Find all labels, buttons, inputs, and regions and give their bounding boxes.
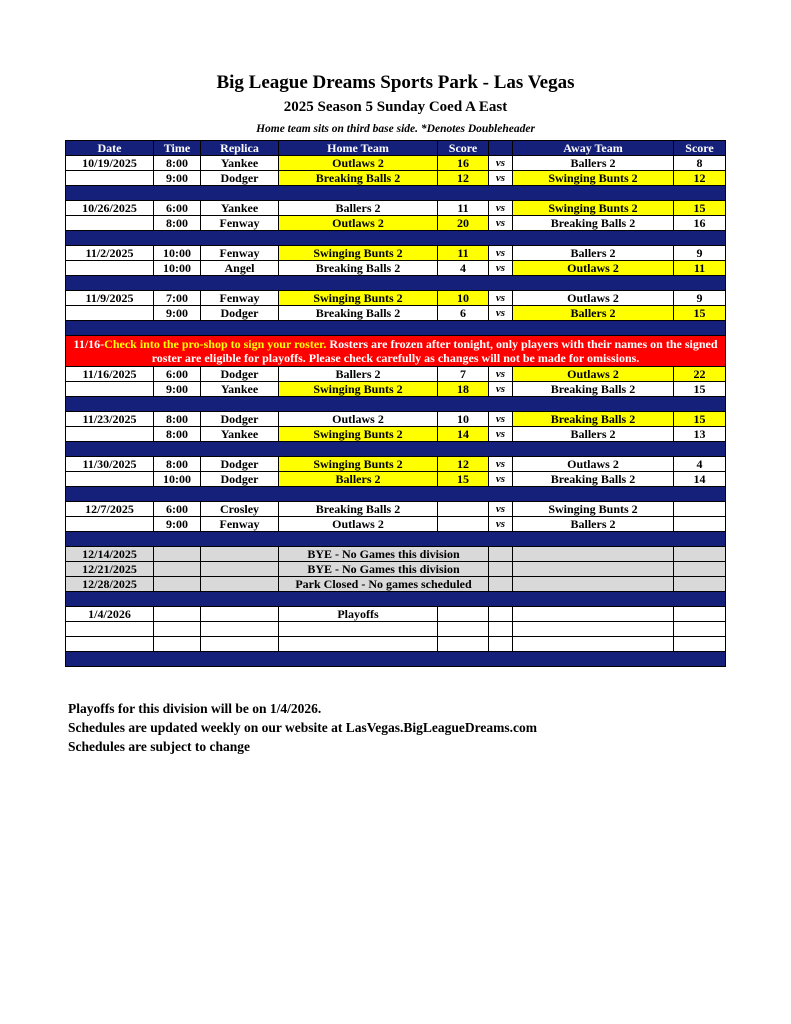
vs-cell <box>489 622 513 637</box>
time-cell: 9:00 <box>154 306 201 321</box>
separator-row <box>66 321 726 336</box>
away-score-cell: 11 <box>674 261 726 276</box>
away-team-cell: Breaking Balls 2 <box>513 216 674 231</box>
game-row <box>66 517 726 532</box>
vs-cell <box>489 547 513 562</box>
page-subtitle: 2025 Season 5 Sunday Coed A East <box>283 99 508 115</box>
home-team-cell <box>279 637 438 652</box>
home-score-cell <box>438 607 489 622</box>
home-score-cell: 16 <box>438 156 489 171</box>
away-team-cell <box>513 562 674 577</box>
header-note: Home team sits on third base side. *Denotes Doubleheader <box>256 123 535 135</box>
away-team-cell: Breaking Balls 2 <box>513 472 674 487</box>
vs-cell: vs <box>489 427 513 442</box>
date-cell <box>66 306 154 321</box>
vs-cell: vs <box>489 412 513 427</box>
status-cell: Park Closed - No games scheduled <box>279 577 489 592</box>
time-cell: 8:00 <box>154 457 201 472</box>
home-score-cell: 14 <box>438 427 489 442</box>
time-cell <box>154 562 201 577</box>
time-cell: 6:00 <box>154 201 201 216</box>
vs-cell: vs <box>489 156 513 171</box>
home-score-cell: 11 <box>438 201 489 216</box>
vs-cell: vs <box>489 457 513 472</box>
separator-cell <box>66 231 726 246</box>
home-score-cell <box>438 502 489 517</box>
date-cell: 11/9/2025 <box>66 291 154 306</box>
separator-cell <box>66 652 726 667</box>
home-score-cell: 15 <box>438 472 489 487</box>
home-team-cell: Outlaws 2 <box>279 412 438 427</box>
separator-row <box>66 276 726 291</box>
col-away-team: Away Team <box>513 141 674 156</box>
date-cell <box>66 622 154 637</box>
time-cell: 8:00 <box>154 216 201 231</box>
notice-date: 11/16- <box>73 337 105 351</box>
separator-row <box>66 397 726 412</box>
status-cell: BYE - No Games this division <box>279 562 489 577</box>
replica-cell <box>201 607 279 622</box>
home-team-cell: Breaking Balls 2 <box>279 306 438 321</box>
time-cell <box>154 577 201 592</box>
date-cell <box>66 472 154 487</box>
away-score-cell: 15 <box>674 201 726 216</box>
vs-cell: vs <box>489 246 513 261</box>
home-team-cell: Swinging Bunts 2 <box>279 291 438 306</box>
away-score-cell: 14 <box>674 472 726 487</box>
away-score-cell <box>674 547 726 562</box>
date-cell <box>66 517 154 532</box>
separator-cell <box>66 321 726 336</box>
date-cell: 12/7/2025 <box>66 502 154 517</box>
home-score-cell <box>438 622 489 637</box>
away-team-cell: Breaking Balls 2 <box>513 412 674 427</box>
away-score-cell: 22 <box>674 367 726 382</box>
replica-cell <box>201 547 279 562</box>
away-score-cell: 16 <box>674 216 726 231</box>
away-score-cell <box>674 502 726 517</box>
separator-row <box>66 231 726 246</box>
separator-row <box>66 652 726 667</box>
separator-row <box>66 442 726 457</box>
roster-notice-row <box>66 336 726 367</box>
no-game-row <box>66 547 726 562</box>
notice-text: Rosters are frozen after tonight, only players with their names on the signed roster are eligible for playoffs. Please check carefully as changes will not be made for omissions. <box>151 337 718 365</box>
replica-cell: Yankee <box>201 427 279 442</box>
time-cell: 10:00 <box>154 246 201 261</box>
col-vs <box>489 141 513 156</box>
col-home-team: Home Team <box>279 141 438 156</box>
page-title: Big League Dreams Sports Park - Las Vegas <box>216 72 575 93</box>
game-row <box>66 607 726 622</box>
date-cell: 1/4/2026 <box>66 607 154 622</box>
separator-cell <box>66 442 726 457</box>
separator-cell <box>66 487 726 502</box>
table-header-row <box>66 141 726 156</box>
away-score-cell: 15 <box>674 382 726 397</box>
game-row <box>66 637 726 652</box>
no-game-row <box>66 562 726 577</box>
replica-cell: Dodger <box>201 457 279 472</box>
game-row <box>66 246 726 261</box>
game-row <box>66 216 726 231</box>
vs-cell: vs <box>489 261 513 276</box>
away-team-cell <box>513 622 674 637</box>
date-cell: 12/28/2025 <box>66 577 154 592</box>
home-team-cell: Outlaws 2 <box>279 156 438 171</box>
vs-cell: vs <box>489 171 513 186</box>
no-game-row <box>66 577 726 592</box>
separator-cell <box>66 186 726 201</box>
home-team-cell: Swinging Bunts 2 <box>279 427 438 442</box>
vs-cell <box>489 562 513 577</box>
away-score-cell <box>674 577 726 592</box>
vs-cell: vs <box>489 306 513 321</box>
game-row <box>66 622 726 637</box>
game-row <box>66 306 726 321</box>
time-cell: 6:00 <box>154 367 201 382</box>
away-score-cell <box>674 517 726 532</box>
away-score-cell: 9 <box>674 291 726 306</box>
home-score-cell: 12 <box>438 457 489 472</box>
replica-cell <box>201 622 279 637</box>
time-cell: 6:00 <box>154 502 201 517</box>
vs-cell: vs <box>489 201 513 216</box>
replica-cell: Dodger <box>201 367 279 382</box>
date-cell <box>66 261 154 276</box>
time-cell: 9:00 <box>154 382 201 397</box>
replica-cell: Yankee <box>201 382 279 397</box>
away-score-cell: 15 <box>674 306 726 321</box>
away-score-cell <box>674 607 726 622</box>
away-score-cell: 8 <box>674 156 726 171</box>
notice-highlight: Check into the pro-shop to sign your roster. <box>104 337 327 351</box>
time-cell: 10:00 <box>154 261 201 276</box>
time-cell <box>154 607 201 622</box>
away-score-cell: 9 <box>674 246 726 261</box>
game-row <box>66 502 726 517</box>
game-row <box>66 412 726 427</box>
date-cell: 12/21/2025 <box>66 562 154 577</box>
away-team-cell: Ballers 2 <box>513 427 674 442</box>
home-team-cell: Breaking Balls 2 <box>279 261 438 276</box>
game-row <box>66 156 726 171</box>
vs-cell: vs <box>489 472 513 487</box>
home-team-cell: Swinging Bunts 2 <box>279 382 438 397</box>
replica-cell: Dodger <box>201 472 279 487</box>
vs-cell: vs <box>489 291 513 306</box>
time-cell <box>154 547 201 562</box>
replica-cell: Dodger <box>201 306 279 321</box>
game-row <box>66 367 726 382</box>
home-team-cell: Breaking Balls 2 <box>279 502 438 517</box>
home-team-cell: Ballers 2 <box>279 472 438 487</box>
vs-cell <box>489 577 513 592</box>
replica-cell: Fenway <box>201 517 279 532</box>
away-team-cell <box>513 547 674 562</box>
time-cell: 9:00 <box>154 517 201 532</box>
vs-cell <box>489 637 513 652</box>
footer-change-note: Schedules are subject to change <box>68 739 250 754</box>
replica-cell: Dodger <box>201 412 279 427</box>
date-cell: 11/2/2025 <box>66 246 154 261</box>
away-score-cell <box>674 622 726 637</box>
time-cell: 8:00 <box>154 427 201 442</box>
date-cell <box>66 382 154 397</box>
away-team-cell <box>513 577 674 592</box>
game-row <box>66 427 726 442</box>
date-cell <box>66 637 154 652</box>
replica-cell <box>201 562 279 577</box>
time-cell: 10:00 <box>154 472 201 487</box>
home-score-cell: 20 <box>438 216 489 231</box>
time-cell: 7:00 <box>154 291 201 306</box>
replica-cell: Fenway <box>201 291 279 306</box>
col-date: Date <box>66 141 154 156</box>
replica-cell: Fenway <box>201 246 279 261</box>
game-row <box>66 201 726 216</box>
home-score-cell: 4 <box>438 261 489 276</box>
home-team-cell: Outlaws 2 <box>279 216 438 231</box>
col-replica: Replica <box>201 141 279 156</box>
separator-cell <box>66 592 726 607</box>
replica-cell <box>201 577 279 592</box>
roster-notice <box>66 336 726 367</box>
home-score-cell <box>438 637 489 652</box>
col-away-score: Score <box>674 141 726 156</box>
game-row <box>66 472 726 487</box>
away-team-cell: Swinging Bunts 2 <box>513 171 674 186</box>
date-cell: 11/16/2025 <box>66 367 154 382</box>
home-score-cell: 18 <box>438 382 489 397</box>
game-row <box>66 291 726 306</box>
separator-row <box>66 487 726 502</box>
away-team-cell <box>513 637 674 652</box>
away-team-cell: Outlaws 2 <box>513 261 674 276</box>
game-row <box>66 261 726 276</box>
home-score-cell: 6 <box>438 306 489 321</box>
away-team-cell: Ballers 2 <box>513 306 674 321</box>
replica-cell: Yankee <box>201 156 279 171</box>
date-cell <box>66 427 154 442</box>
separator-cell <box>66 397 726 412</box>
away-score-cell <box>674 562 726 577</box>
vs-cell: vs <box>489 382 513 397</box>
time-cell <box>154 637 201 652</box>
time-cell <box>154 622 201 637</box>
separator-row <box>66 186 726 201</box>
date-cell: 12/14/2025 <box>66 547 154 562</box>
home-team-cell: Swinging Bunts 2 <box>279 457 438 472</box>
replica-cell: Angel <box>201 261 279 276</box>
date-cell <box>66 171 154 186</box>
date-cell <box>66 216 154 231</box>
replica-cell: Yankee <box>201 201 279 216</box>
home-team-cell: Playoffs <box>279 607 438 622</box>
away-score-cell: 12 <box>674 171 726 186</box>
status-cell: BYE - No Games this division <box>279 547 489 562</box>
col-time: Time <box>154 141 201 156</box>
replica-cell <box>201 637 279 652</box>
away-score-cell: 13 <box>674 427 726 442</box>
home-score-cell: 10 <box>438 291 489 306</box>
away-score-cell: 15 <box>674 412 726 427</box>
date-cell: 10/19/2025 <box>66 156 154 171</box>
home-team-cell: Outlaws 2 <box>279 517 438 532</box>
home-score-cell: 10 <box>438 412 489 427</box>
separator-row <box>66 532 726 547</box>
home-team-cell: Swinging Bunts 2 <box>279 246 438 261</box>
game-row <box>66 171 726 186</box>
home-team-cell: Ballers 2 <box>279 201 438 216</box>
replica-cell: Dodger <box>201 171 279 186</box>
home-team-cell: Breaking Balls 2 <box>279 171 438 186</box>
vs-cell: vs <box>489 216 513 231</box>
date-cell: 11/23/2025 <box>66 412 154 427</box>
vs-cell: vs <box>489 502 513 517</box>
away-team-cell: Breaking Balls 2 <box>513 382 674 397</box>
away-score-cell: 4 <box>674 457 726 472</box>
separator-cell <box>66 276 726 291</box>
away-team-cell: Ballers 2 <box>513 156 674 171</box>
footer-website-note: Schedules are updated weekly on our website at LasVegas.BigLeagueDreams.com <box>68 720 538 735</box>
away-team-cell: Swinging Bunts 2 <box>513 201 674 216</box>
away-team-cell <box>513 607 674 622</box>
home-score-cell <box>438 517 489 532</box>
vs-cell: vs <box>489 367 513 382</box>
game-row <box>66 382 726 397</box>
time-cell: 8:00 <box>154 156 201 171</box>
home-team-cell <box>279 622 438 637</box>
vs-cell: vs <box>489 517 513 532</box>
separator-row <box>66 592 726 607</box>
game-row <box>66 457 726 472</box>
schedule-table <box>65 140 726 667</box>
away-team-cell: Outlaws 2 <box>513 457 674 472</box>
away-team-cell: Outlaws 2 <box>513 291 674 306</box>
home-score-cell: 11 <box>438 246 489 261</box>
away-team-cell: Ballers 2 <box>513 517 674 532</box>
date-cell: 11/30/2025 <box>66 457 154 472</box>
footer-playoffs-note: Playoffs for this division will be on 1/4/2026. <box>68 701 322 716</box>
separator-cell <box>66 532 726 547</box>
home-score-cell: 7 <box>438 367 489 382</box>
time-cell: 8:00 <box>154 412 201 427</box>
col-home-score: Score <box>438 141 489 156</box>
home-score-cell: 12 <box>438 171 489 186</box>
replica-cell: Fenway <box>201 216 279 231</box>
away-score-cell <box>674 637 726 652</box>
replica-cell: Crosley <box>201 502 279 517</box>
home-team-cell: Ballers 2 <box>279 367 438 382</box>
time-cell: 9:00 <box>154 171 201 186</box>
away-team-cell: Ballers 2 <box>513 246 674 261</box>
away-team-cell: Swinging Bunts 2 <box>513 502 674 517</box>
date-cell: 10/26/2025 <box>66 201 154 216</box>
vs-cell <box>489 607 513 622</box>
away-team-cell: Outlaws 2 <box>513 367 674 382</box>
